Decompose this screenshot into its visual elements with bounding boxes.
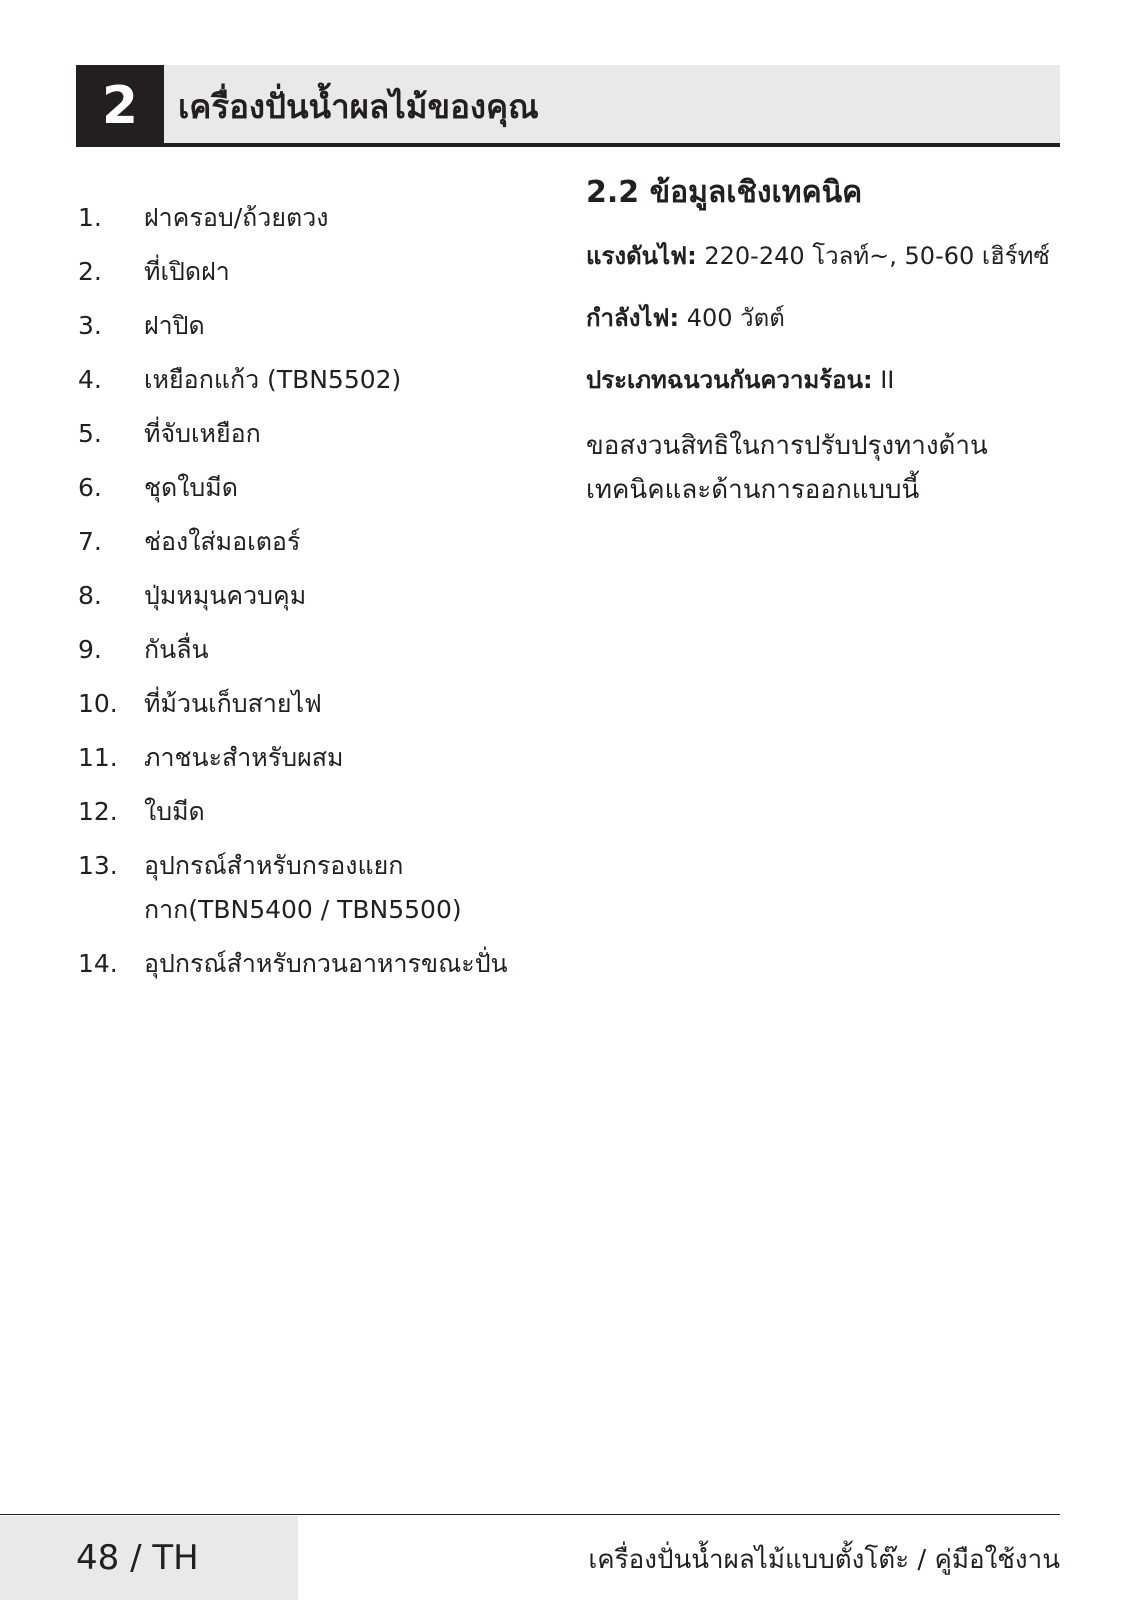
list-item — [78, 466, 558, 510]
voltage-spec — [586, 238, 1066, 274]
list-item — [78, 196, 558, 240]
list-item-label: อุปกรณ์สำหรับกวนอาหารขณะปั่น — [144, 949, 508, 978]
list-item — [78, 736, 558, 780]
list-item — [78, 844, 558, 932]
power-label: กำลังไฟ: — [586, 304, 680, 332]
list-item-label: ที่จับเหยือก — [144, 419, 261, 448]
power-spec — [586, 300, 1066, 336]
list-item-label: ปุ่มหมุนควบคุม — [144, 581, 307, 610]
list-item-number: 9. — [78, 635, 102, 664]
list-item-number: 1. — [78, 203, 102, 232]
rights-note: ขอสงวนสิทธิในการปรับปรุงทางด้านเทคนิคและด้านการออกแบบนี้ — [586, 431, 988, 505]
list-item-label: ชุดใบมีด — [144, 473, 238, 502]
list-item-label: เหยือกแก้ว (TBN5502) — [144, 365, 402, 394]
list-item-number: 11. — [78, 743, 118, 772]
list-item-number: 13. — [78, 851, 118, 880]
section-title: เครื่องปั่นน้ำผลไม้ของคุณ — [178, 87, 539, 126]
page-number: 48 / TH — [76, 1538, 199, 1578]
list-item — [78, 628, 558, 672]
list-item — [78, 790, 558, 834]
list-item — [78, 682, 558, 726]
list-item-label: ภาชนะสำหรับผสม — [144, 743, 344, 772]
voltage-label: แรงดันไฟ: — [586, 242, 697, 270]
voltage-value: 220-240 โวลท์~, 50-60 เฮิร์ทซ์ — [696, 242, 1050, 270]
footer-page-box — [0, 1516, 298, 1600]
list-item — [78, 250, 558, 294]
list-item-number: 7. — [78, 527, 102, 556]
insulation-value: II — [872, 366, 895, 394]
power-value: 400 วัตต์ — [679, 304, 785, 332]
list-item-number: 4. — [78, 365, 102, 394]
list-item-number: 3. — [78, 311, 102, 340]
list-item-number: 6. — [78, 473, 102, 502]
list-item-number: 2. — [78, 257, 102, 286]
list-item — [78, 520, 558, 564]
footer-divider — [0, 1514, 1060, 1515]
list-item-label: ใบมีด — [144, 797, 205, 826]
footer-title: เครื่องปั่นน้ำผลไม้แบบตั้งโต๊ะ / คู่มือใช้งาน — [588, 1545, 1060, 1575]
section-number: 2 — [76, 65, 164, 147]
list-item — [78, 304, 558, 348]
insulation-label: ประเภทฉนวนกันความร้อน: — [586, 366, 873, 394]
section-header — [76, 65, 1060, 147]
list-item — [78, 574, 558, 618]
technical-data-section — [586, 166, 1066, 538]
insulation-spec — [586, 362, 1066, 398]
list-item-label: ที่ม้วนเก็บสายไฟ — [144, 689, 322, 718]
list-item — [78, 358, 558, 402]
list-item-label: ฝาปิด — [144, 311, 205, 340]
list-item-number: 8. — [78, 581, 102, 610]
list-item-label: กันลื่น — [144, 635, 209, 664]
list-item-label: อุปกรณ์สำหรับกรองแยกกาก(TBN5400 / TBN5500) — [144, 851, 462, 924]
list-item-number: 12. — [78, 797, 118, 826]
list-item-number: 14. — [78, 949, 118, 978]
list-item-label: ที่เปิดฝา — [144, 257, 230, 286]
technical-data-heading: 2.2 ข้อมูลเชิงเทคนิค — [586, 175, 863, 210]
list-item-number: 10. — [78, 689, 118, 718]
list-item — [78, 412, 558, 456]
list-item-number: 5. — [78, 419, 102, 448]
list-item-label: ช่องใส่มอเตอร์ — [144, 527, 301, 556]
list-item-label: ฝาครอบ/ถ้วยตวง — [144, 203, 329, 232]
list-item — [78, 942, 558, 986]
parts-list — [78, 196, 558, 996]
